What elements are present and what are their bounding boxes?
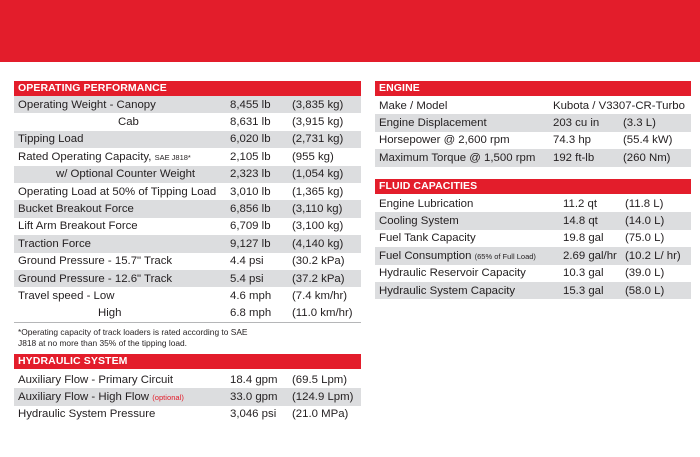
- spec-label: Hydraulic System Pressure: [18, 408, 156, 421]
- spec-imperial: 3,010 lb: [230, 185, 271, 198]
- spec-label: Maximum Torque @ 1,500 rpm: [379, 151, 536, 164]
- spec-row: [375, 195, 691, 212]
- spec-imperial: 6,709 lb: [230, 220, 271, 233]
- spec-metric: (2,731 kg): [292, 133, 344, 146]
- spec-row: [14, 270, 361, 287]
- engine-section: [375, 81, 691, 167]
- spec-imperial: 14.8 qt: [563, 215, 598, 228]
- spec-imperial: 5.4 psi: [230, 272, 264, 285]
- spec-label: Travel speed - Low: [18, 289, 115, 302]
- operating-performance-header: OPERATING PERFORMANCE: [14, 81, 361, 96]
- spec-label: Auxiliary Flow - Primary Circuit: [18, 373, 174, 386]
- spec-row: [14, 113, 361, 130]
- spec-row: [14, 148, 361, 165]
- spec-label: Horsepower @ 2,600 rpm: [379, 134, 510, 147]
- spec-row: [14, 200, 361, 217]
- spec-row: [14, 388, 361, 405]
- spec-label-text: Auxiliary Flow - High Flow: [18, 391, 150, 404]
- spec-label: Ground Pressure - 15.7" Track: [18, 255, 173, 268]
- fluid-capacities-header: FLUID CAPACITIES: [375, 179, 691, 194]
- spec-label: Bucket Breakout Force: [18, 203, 134, 216]
- top-banner: [0, 0, 700, 62]
- spec-label: [379, 250, 563, 262]
- spec-metric: (11.0 km/hr): [292, 307, 353, 320]
- spec-row: [14, 96, 361, 113]
- spec-row: [14, 166, 361, 183]
- fluid-capacities-section: [375, 179, 691, 299]
- footnote-line: J818 at no more than 35% of the tipping load.: [18, 338, 188, 349]
- spec-label: Operating Weight - Canopy: [18, 98, 156, 111]
- spec-label-note: (65% of Full Load): [474, 251, 536, 261]
- spec-row: [14, 235, 361, 252]
- spec-imperial: 6.8 mph: [230, 307, 272, 320]
- spec-metric: (55.4 kW): [623, 134, 673, 147]
- spec-imperial: 3,046 psi: [230, 408, 277, 421]
- spec-metric: (39.0 L): [625, 267, 665, 280]
- spec-row: [375, 114, 691, 131]
- spec-imperial: 8,631 lb: [230, 116, 271, 129]
- hydraulic-system-header: HYDRAULIC SYSTEM: [14, 354, 361, 369]
- spec-metric: (1,054 kg): [292, 168, 344, 181]
- spec-metric: (3,835 kg): [292, 98, 344, 111]
- spec-label: Make / Model: [379, 99, 448, 112]
- spec-imperial: 9,127 lb: [230, 237, 271, 250]
- spec-label: Hydraulic System Capacity: [379, 284, 516, 297]
- spec-label: w/ Optional Counter Weight: [56, 168, 196, 181]
- spec-label: Cab: [118, 116, 139, 129]
- spec-imperial: 2,105 lb: [230, 150, 271, 163]
- spec-metric: (7.4 km/hr): [292, 289, 348, 302]
- spec-label: Lift Arm Breakout Force: [18, 220, 138, 233]
- spec-row: [14, 183, 361, 200]
- spec-metric: (3,110 kg): [292, 203, 343, 216]
- spec-label: Ground Pressure - 12.6" Track: [18, 272, 173, 285]
- spec-label: Tipping Load: [18, 133, 84, 146]
- spec-label: High: [98, 307, 122, 320]
- spec-imperial: 11.2 qt: [563, 197, 597, 210]
- spec-metric: (75.0 L): [625, 232, 665, 245]
- spec-metric: (955 kg): [292, 150, 334, 163]
- spec-label: Hydraulic Reservoir Capacity: [379, 267, 526, 280]
- spec-imperial: 6,856 lb: [230, 203, 271, 216]
- spec-label: [18, 391, 230, 403]
- spec-label-text: Rated Operating Capacity,: [18, 150, 152, 163]
- spec-imperial: 10.3 gal: [563, 267, 604, 280]
- spec-imperial: 4.6 mph: [230, 289, 272, 302]
- optional-note: (optional): [152, 393, 184, 403]
- spec-imperial: 4.4 psi: [230, 255, 264, 268]
- spec-metric: (37.2 kPa): [292, 272, 345, 285]
- spec-metric: (3.3 L): [623, 117, 656, 130]
- spec-metric: (3,915 kg): [292, 116, 344, 129]
- spec-imperial: 2,323 lb: [230, 168, 271, 181]
- spec-imperial: Kubota / V3307-CR-Turbo: [553, 99, 685, 112]
- spec-metric: (11.8 L): [625, 197, 664, 210]
- spec-label: Cooling System: [379, 215, 459, 228]
- spec-row: [375, 212, 691, 229]
- spec-label: Operating Load at 50% of Tipping Load: [18, 185, 217, 198]
- spec-metric: (14.0 L): [625, 215, 665, 228]
- footnote-line: *Operating capacity of track loaders is rated according to SAE: [18, 327, 248, 338]
- spec-metric: (4,140 kg): [292, 237, 344, 250]
- spec-row: [375, 97, 691, 114]
- spec-imperial: 6,020 lb: [230, 133, 271, 146]
- spec-row: [375, 132, 691, 149]
- spec-row: [375, 265, 691, 282]
- spec-imperial: 74.3 hp: [553, 134, 592, 147]
- spec-imperial: 18.4 gpm: [230, 373, 278, 386]
- spec-row: [14, 287, 361, 304]
- spec-row: [375, 230, 691, 247]
- spec-metric: (69.5 Lpm): [292, 373, 348, 386]
- spec-imperial: 8,455 lb: [230, 98, 271, 111]
- spec-metric: (124.9 Lpm): [292, 391, 354, 404]
- spec-label: Engine Lubrication: [379, 197, 474, 210]
- spec-label: [18, 151, 230, 163]
- spec-imperial: 33.0 gpm: [230, 391, 278, 404]
- spec-imperial: 203 cu in: [553, 117, 600, 130]
- spec-metric: (260 Nm): [623, 151, 671, 164]
- spec-metric: (30.2 kPa): [292, 255, 345, 268]
- spec-row: [14, 131, 361, 148]
- spec-label: Engine Displacement: [379, 117, 487, 130]
- spec-row: [375, 282, 691, 299]
- spec-row: [14, 218, 361, 235]
- spec-label: Fuel Tank Capacity: [379, 232, 476, 245]
- spec-row: [375, 247, 691, 264]
- spec-metric: (10.2 L/ hr): [625, 249, 681, 262]
- spec-metric: (1,365 kg): [292, 185, 344, 198]
- spec-label: Traction Force: [18, 237, 92, 250]
- spec-imperial: 192 ft-lb: [553, 151, 595, 164]
- spec-metric: (58.0 L): [625, 284, 665, 297]
- spec-label-text: Fuel Consumption: [379, 249, 472, 262]
- spec-row: [14, 406, 361, 423]
- spec-metric: (21.0 MPa): [292, 408, 349, 421]
- footnote: [14, 322, 361, 353]
- operating-performance-section: [14, 81, 361, 353]
- spec-row: [375, 149, 691, 166]
- engine-header: ENGINE: [375, 81, 691, 96]
- spec-imperial: 15.3 gal: [563, 284, 604, 297]
- spec-row: [14, 305, 361, 322]
- spec-row: [14, 253, 361, 270]
- spec-imperial: 2.69 gal/hr: [563, 249, 617, 262]
- spec-label-note: SAE J818*: [154, 152, 191, 162]
- hydraulic-system-section: [14, 354, 361, 423]
- spec-imperial: 19.8 gal: [563, 232, 604, 245]
- spec-row: [14, 371, 361, 388]
- spec-metric: (3,100 kg): [292, 220, 344, 233]
